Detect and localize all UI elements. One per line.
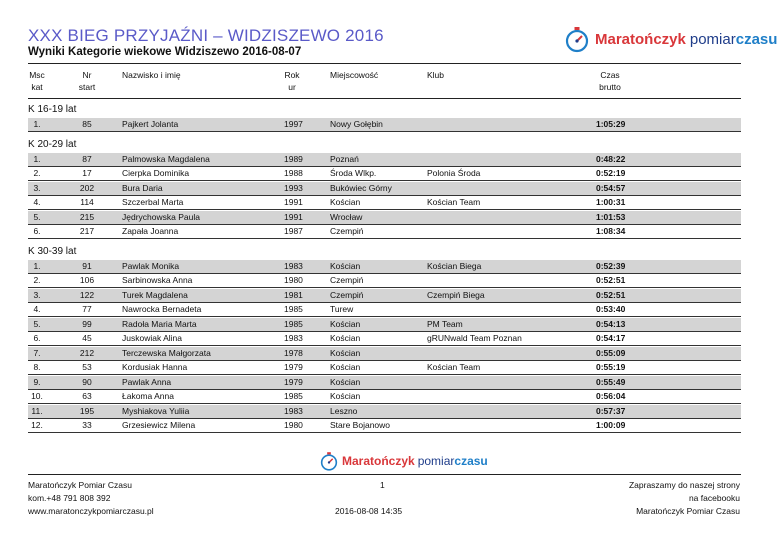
birth-year-cell: 1997 [284,119,303,129]
logo-text-2: pomiar [689,30,736,48]
col-nr-line2: start [78,82,96,92]
time-cell: 0:57:37 [596,405,626,416]
table-row [28,332,741,346]
footer-right [629,479,740,518]
bib-cell: 77 [82,304,92,314]
time-cell: 0:55:49 [596,376,626,387]
club-cell: Kościan Team [427,197,481,207]
bib-cell: 17 [82,168,92,178]
birth-year-cell: 1987 [284,226,303,236]
club-cell: Kościan Biega [427,260,482,271]
col-club-header: Klub [427,70,445,80]
city-cell: Bukówiec Górny [330,182,392,193]
bib-cell: 91 [82,260,92,271]
city-cell: Środa Wlkp. [330,168,377,178]
footer-phone: kom.+48 791 808 392 [28,493,111,503]
time-cell: 0:52:19 [596,168,626,178]
bib-cell: 90 [82,376,92,387]
table-row [28,211,741,225]
footer-logo-text-1: Maratończyk [342,454,415,468]
bib-cell: 195 [79,405,95,416]
logo-text-3: czasu [735,30,777,48]
birth-year-cell: 1991 [284,197,303,207]
place-cell: 4. [33,304,41,314]
col-rok-line1: Rok [284,70,300,80]
time-cell: 0:52:39 [596,260,626,271]
club-cell: Czempiń Biega [427,289,485,300]
name-cell: Pawlak Anna [122,376,172,387]
category-label: K 20-29 lat [28,138,77,150]
col-time-line1: Czas [600,70,620,80]
time-cell: 1:08:34 [596,226,626,236]
name-cell: Zapała Joanna [122,226,179,236]
birth-year-cell: 1983 [284,260,303,271]
city-cell: Czempiń [330,226,364,236]
col-msc-line1: Msc [29,70,45,80]
table-row [28,303,741,317]
city-cell: Czempiń [330,289,364,300]
table-row [28,225,741,239]
city-cell: Wrocław [330,211,363,222]
footer-rule [28,474,741,475]
table-row [28,118,741,132]
name-cell: Nawrocka Bernadeta [122,304,202,314]
city-cell: Kościan [330,260,361,271]
table-row [28,419,741,433]
bib-cell: 63 [82,391,92,401]
birth-year-cell: 1993 [284,182,303,193]
col-nr-line1: Nr [82,70,92,80]
place-cell: 1. [33,153,41,164]
time-cell: 0:48:22 [596,153,626,164]
page-number: 1 [380,480,385,490]
footer-logo [318,450,488,472]
page-title: XXX BIEG PRZYJAŹNI – WIDZISZEWO 2016 [28,26,384,45]
table-row [28,196,741,210]
city-cell: Kościan [330,347,361,358]
place-cell: 3. [33,289,41,300]
city-cell: Poznań [330,153,359,164]
birth-year-cell: 1985 [284,318,303,329]
col-nr-header [72,69,102,93]
time-cell: 0:55:09 [596,347,626,358]
name-cell: Pajkert Jolanta [122,119,179,129]
birth-year-cell: 1985 [284,304,303,314]
club-cell: Kościan Team [427,362,481,372]
footer-company: Maratończyk Pomiar Czasu [28,480,132,490]
table-row [28,274,741,288]
birth-year-cell: 1988 [284,168,303,178]
page-subtitle: Wyniki Kategorie wiekowe Widziszewo 2016-08-07 [28,46,302,58]
birth-year-cell: 1983 [284,333,303,343]
table-row [28,289,741,303]
col-msc-header [28,69,46,93]
birth-year-cell: 1981 [284,289,303,300]
name-cell: Turek Magdalena [122,289,188,300]
bib-cell: 85 [82,119,92,129]
bib-cell: 114 [80,197,94,207]
city-cell: Turew [330,304,354,314]
bib-cell: 217 [79,226,95,236]
bib-cell: 202 [79,182,95,193]
name-cell: Terczewska Małgorzata [122,347,211,358]
city-cell: Kościan [330,362,361,372]
bib-cell: 33 [82,420,92,430]
club-cell: Polonia Środa [427,168,481,178]
birth-year-cell: 1983 [284,405,303,416]
place-cell: 10. [31,391,43,401]
bib-cell: 99 [82,318,92,329]
name-cell: Szczerbal Marta [122,197,184,207]
birth-year-cell: 1985 [284,391,303,401]
stopwatch-icon [318,450,340,472]
birth-year-cell: 1980 [284,420,303,430]
category-label: K 16-19 lat [28,104,77,115]
club-cell: gRUNwald Team Poznan [427,333,522,343]
place-cell: 1. [33,119,41,129]
name-cell: Cierpka Dominika [122,168,190,178]
name-cell: Juskowiak Alina [122,333,183,343]
name-cell: Kordusiak Hanna [122,362,188,372]
bib-cell: 87 [82,153,92,164]
footer-company-2: Maratończyk Pomiar Czasu [636,506,740,516]
table-row [28,390,741,404]
bib-cell: 53 [82,362,92,372]
club-cell: PM Team [427,318,463,329]
place-cell: 3. [33,182,41,193]
place-cell: 12. [31,420,43,430]
time-cell: 1:01:53 [596,211,626,222]
name-cell: Pawlak Monika [122,260,180,271]
time-cell: 0:55:19 [596,362,626,372]
col-name-header: Nazwisko i imię [122,70,181,80]
time-cell: 1:00:09 [596,420,626,430]
table-row [28,376,741,390]
brand-logo [562,24,777,54]
table-row [28,167,741,181]
footer-invite: Zapraszamy do naszej strony [628,480,740,490]
place-cell: 4. [33,197,41,207]
birth-year-cell: 1989 [284,153,303,164]
stopwatch-icon [562,24,592,54]
city-cell: Kościan [330,376,361,387]
header-rule [28,63,741,64]
place-cell: 9. [33,376,41,387]
footer-left [28,479,154,518]
city-cell: Leszno [330,405,358,416]
birth-year-cell: 1991 [284,211,303,222]
city-cell: Kościan [330,391,361,401]
time-cell: 0:52:51 [596,289,626,300]
place-cell: 8. [33,362,41,372]
bib-cell: 212 [79,347,95,358]
time-cell: 0:54:57 [596,182,626,193]
time-cell: 1:00:31 [596,197,626,207]
name-cell: Grzesiewicz Milena [122,420,196,430]
city-cell: Czempiń [330,275,364,285]
city-cell: Kościan [330,197,361,207]
place-cell: 6. [33,226,41,236]
place-cell: 2. [33,168,41,178]
col-rok-line2: ur [288,82,296,92]
city-cell: Stare Bojanowo [330,420,391,430]
time-cell: 0:54:13 [596,318,626,329]
table-row [28,260,741,274]
col-msc-line2: kat [31,82,43,92]
footer-facebook: na facebooku [688,493,740,503]
bib-cell: 122 [79,289,95,300]
table-row [28,361,741,375]
footer-website: www.maratonczykpomiarczasu.pl [28,506,154,516]
name-cell: Palmowska Magdalena [122,153,210,164]
place-cell: 5. [33,318,41,329]
col-time-header [593,69,627,93]
birth-year-cell: 1979 [284,362,303,372]
bib-cell: 106 [79,275,95,285]
name-cell: Sarbinowska Anna [122,275,193,285]
name-cell: Myshiakova Yuliia [122,405,190,416]
time-cell: 1:05:29 [596,119,626,129]
col-time-line2: brutto [599,82,621,92]
time-cell: 0:52:51 [596,275,626,285]
place-cell: 6. [33,333,41,343]
name-cell: Jędrychowska Paula [122,211,200,222]
col-rok-header [281,69,303,93]
place-cell: 7. [33,347,41,358]
birth-year-cell: 1980 [284,275,303,285]
col-city-header: Miejscowość [330,70,379,80]
place-cell: 11. [31,405,43,416]
city-cell: Kościan [330,318,361,329]
print-datetime: 2016-08-08 14:35 [335,506,403,516]
logo-text-1: Maratończyk [595,30,686,48]
table-row [28,347,741,361]
name-cell: Radoła Maria Marta [122,318,197,329]
city-cell: Kościan [330,333,361,343]
footer-logo-text-2: pomiar [417,454,455,468]
table-row [28,182,741,196]
time-cell: 0:54:17 [596,333,626,343]
name-cell: Bura Daria [122,182,163,193]
place-cell: 5. [33,211,41,222]
bib-cell: 215 [79,211,95,222]
city-cell: Nowy Gołębin [330,119,383,129]
table-row [28,405,741,419]
bib-cell: 45 [82,333,92,343]
birth-year-cell: 1979 [284,376,303,387]
name-cell: Łakoma Anna [122,391,174,401]
column-header-rule [28,98,741,99]
place-cell: 1. [33,260,41,271]
table-row [28,318,741,332]
place-cell: 2. [33,275,41,285]
category-label: K 30-39 lat [28,245,77,257]
footer-logo-text-3: czasu [454,454,488,468]
birth-year-cell: 1978 [284,347,303,358]
time-cell: 0:53:40 [596,304,626,314]
time-cell: 0:56:04 [596,391,626,401]
table-row [28,153,741,167]
